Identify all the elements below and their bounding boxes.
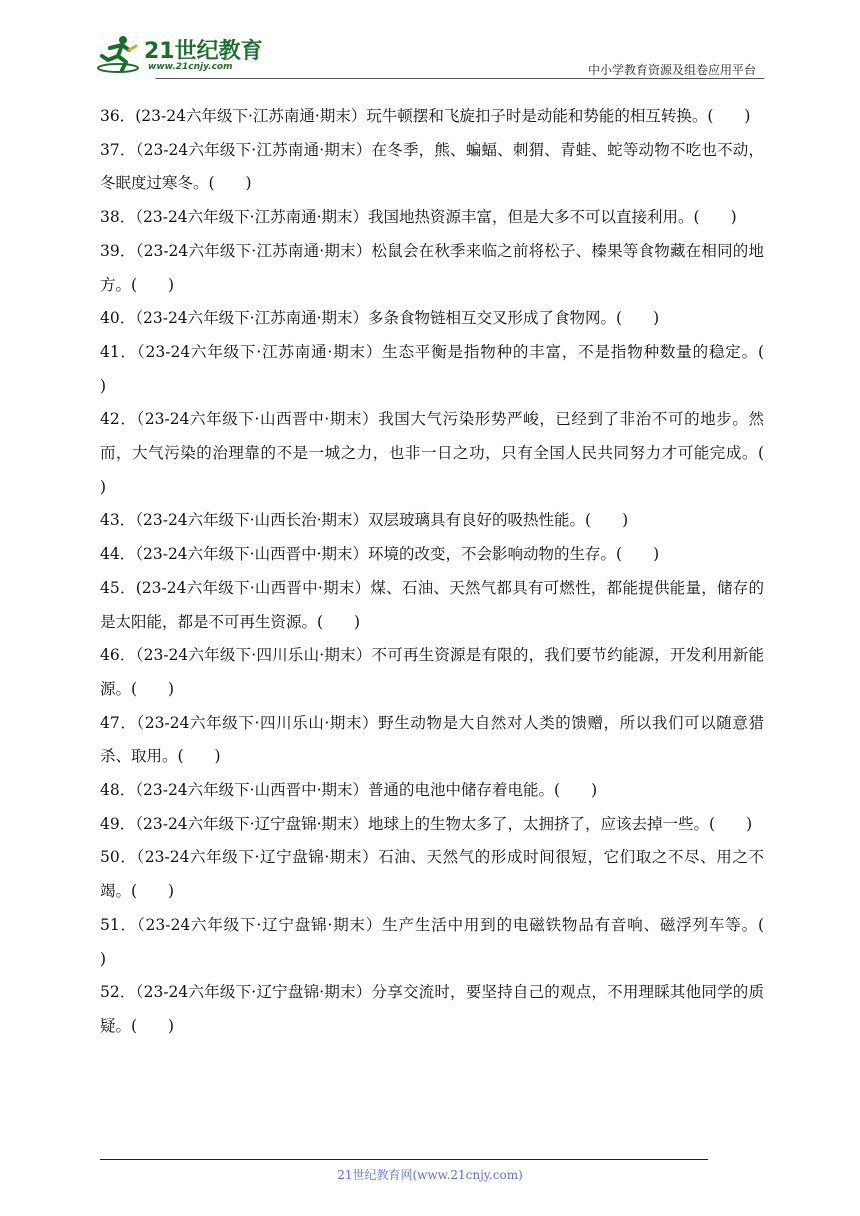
question-number: 52． [100,983,136,1002]
question-source: （23-24六年级下·江苏南通·期末） [135,241,372,260]
question-source: （23-24六年级下·山西长治·期末） [135,511,369,530]
question-source: （23-24六年级下·江苏南通·期末） [135,309,369,328]
page-footer[interactable]: 21世纪教育网(www.21cnjy.com) [337,1168,523,1182]
question-item [100,538,764,572]
question-item [100,808,764,842]
question-number: 41． [100,342,137,361]
header-divider [156,78,764,79]
question-item [100,572,764,639]
runner-logo-icon [96,34,140,74]
question-item [100,707,764,774]
question-number: 42． [100,410,137,429]
question-source: （23-24六年级下·江苏南通·期末） [135,208,369,227]
question-text: 普通的电池中储存着电能。( ) [368,781,598,800]
question-text: 我国地热资源丰富，但是大多不可以直接利用。( ) [368,208,737,227]
question-number: 45． [100,578,136,597]
question-source: （23-24六年级下·江苏南通·期末） [136,342,383,361]
question-item [100,100,764,134]
question-item [100,235,764,302]
question-item [100,774,764,808]
logo-title: 21世纪教育 [144,39,263,64]
question-number: 37． [100,140,136,159]
question-number: 51． [100,915,137,934]
question-item [100,639,764,706]
question-text: 多条食物链相互交叉形成了食物网。( ) [368,309,660,328]
question-source: (23-24六年级下·山西晋中·期末） [135,578,371,597]
question-text: 生态平衡是指物种的丰富，不是指物种数量的稳定。( ) [100,342,796,395]
logo-url: www.21cnjy.com [148,62,233,72]
question-source: （23-24六年级下·四川乐山·期末） [136,713,379,732]
question-item [100,841,764,908]
question-text: 野生动物是大自然对人类的馈赠，所以我们可以随意猎杀、取用。( ) [100,713,764,766]
question-item [100,909,796,976]
question-number: 46． [100,646,136,665]
question-text: 分享交流时，要坚持自己的观点，不用理睬其他同学的质疑。( ) [100,983,764,1035]
question-text: 煤、石油、天然气都具有可燃性，都能提供能量，储存的是太阳能，都是不可再生资源。( ) [100,578,764,631]
question-text: 生产生活中用到的电磁铁物品有音响、磁浮列车等。( ) [100,915,796,968]
question-text: 不可再生资源是有限的，我们要节约能源，开发利用新能源。( ) [100,646,764,698]
question-text: 玩牛顿摆和飞旋扣子时是动能和势能的相互转换。( ) [366,107,751,125]
question-source: （23-24六年级下·辽宁盘锦·期末） [136,848,379,867]
question-number: 43． [100,511,136,530]
footer-divider [100,1159,708,1160]
question-number: 50． [100,848,137,867]
question-item [100,134,764,201]
question-text: 在冬季，熊、蝙蝠、刺猬、青蛙、蛇等动物不吃也不动，冬眠度过寒冬。( ) [100,140,764,193]
question-source: （23-24六年级下·四川乐山·期末） [135,646,372,665]
question-source: （23-24六年级下·山西晋中·期末） [135,545,369,564]
question-item [100,302,764,336]
question-source: (23-24六年级下·江苏南通·期末） [135,107,367,125]
question-text: 松鼠会在秋季来临之前将松子、榛果等食物藏在相同的地方。( ) [100,241,764,294]
question-number: 36． [100,107,136,125]
question-number: 47． [100,713,137,732]
question-source: （23-24六年级下·辽宁盘锦·期末） [135,983,372,1002]
question-number: 44． [100,545,136,564]
question-item [100,201,764,235]
question-number: 48． [100,781,136,800]
question-source: （23-24六年级下·江苏南通·期末） [135,140,372,159]
question-list [100,100,796,1044]
site-logo[interactable] [96,30,263,78]
question-item [100,336,796,403]
question-source: （23-24六年级下·山西晋中·期末） [136,410,379,429]
question-number: 38． [100,208,136,227]
question-number: 49． [100,814,136,833]
question-text: 环境的改变，不会影响动物的生存。( ) [368,545,660,564]
question-text: 双层玻璃具有良好的吸热性能。( ) [368,511,629,530]
question-source: （23-24六年级下·辽宁盘锦·期末） [136,915,383,934]
question-source: （23-24六年级下·辽宁盘锦·期末） [135,814,369,833]
question-item [100,504,764,538]
question-number: 39． [100,241,136,260]
question-item [100,976,764,1043]
question-item [100,403,796,504]
question-text: 我国大气污染形势严峻，已经到了非治不可的地步。然而，大气污染的治理靠的不是一城之力，也非一日之功，只有全国人民共同努力才可能完成。( ) [100,410,796,496]
page-header [96,30,764,80]
question-text: 石油、天然气的形成时间很短，它们取之不尽、用之不竭。( ) [100,848,764,901]
question-source: （23-24六年级下·山西晋中·期末） [135,781,369,800]
question-number: 40． [100,309,136,328]
header-slogan: 中小学教育资源及组卷应用平台 [587,63,756,77]
question-text: 地球上的生物太多了，太拥挤了，应该去掉一些。( ) [368,814,753,833]
